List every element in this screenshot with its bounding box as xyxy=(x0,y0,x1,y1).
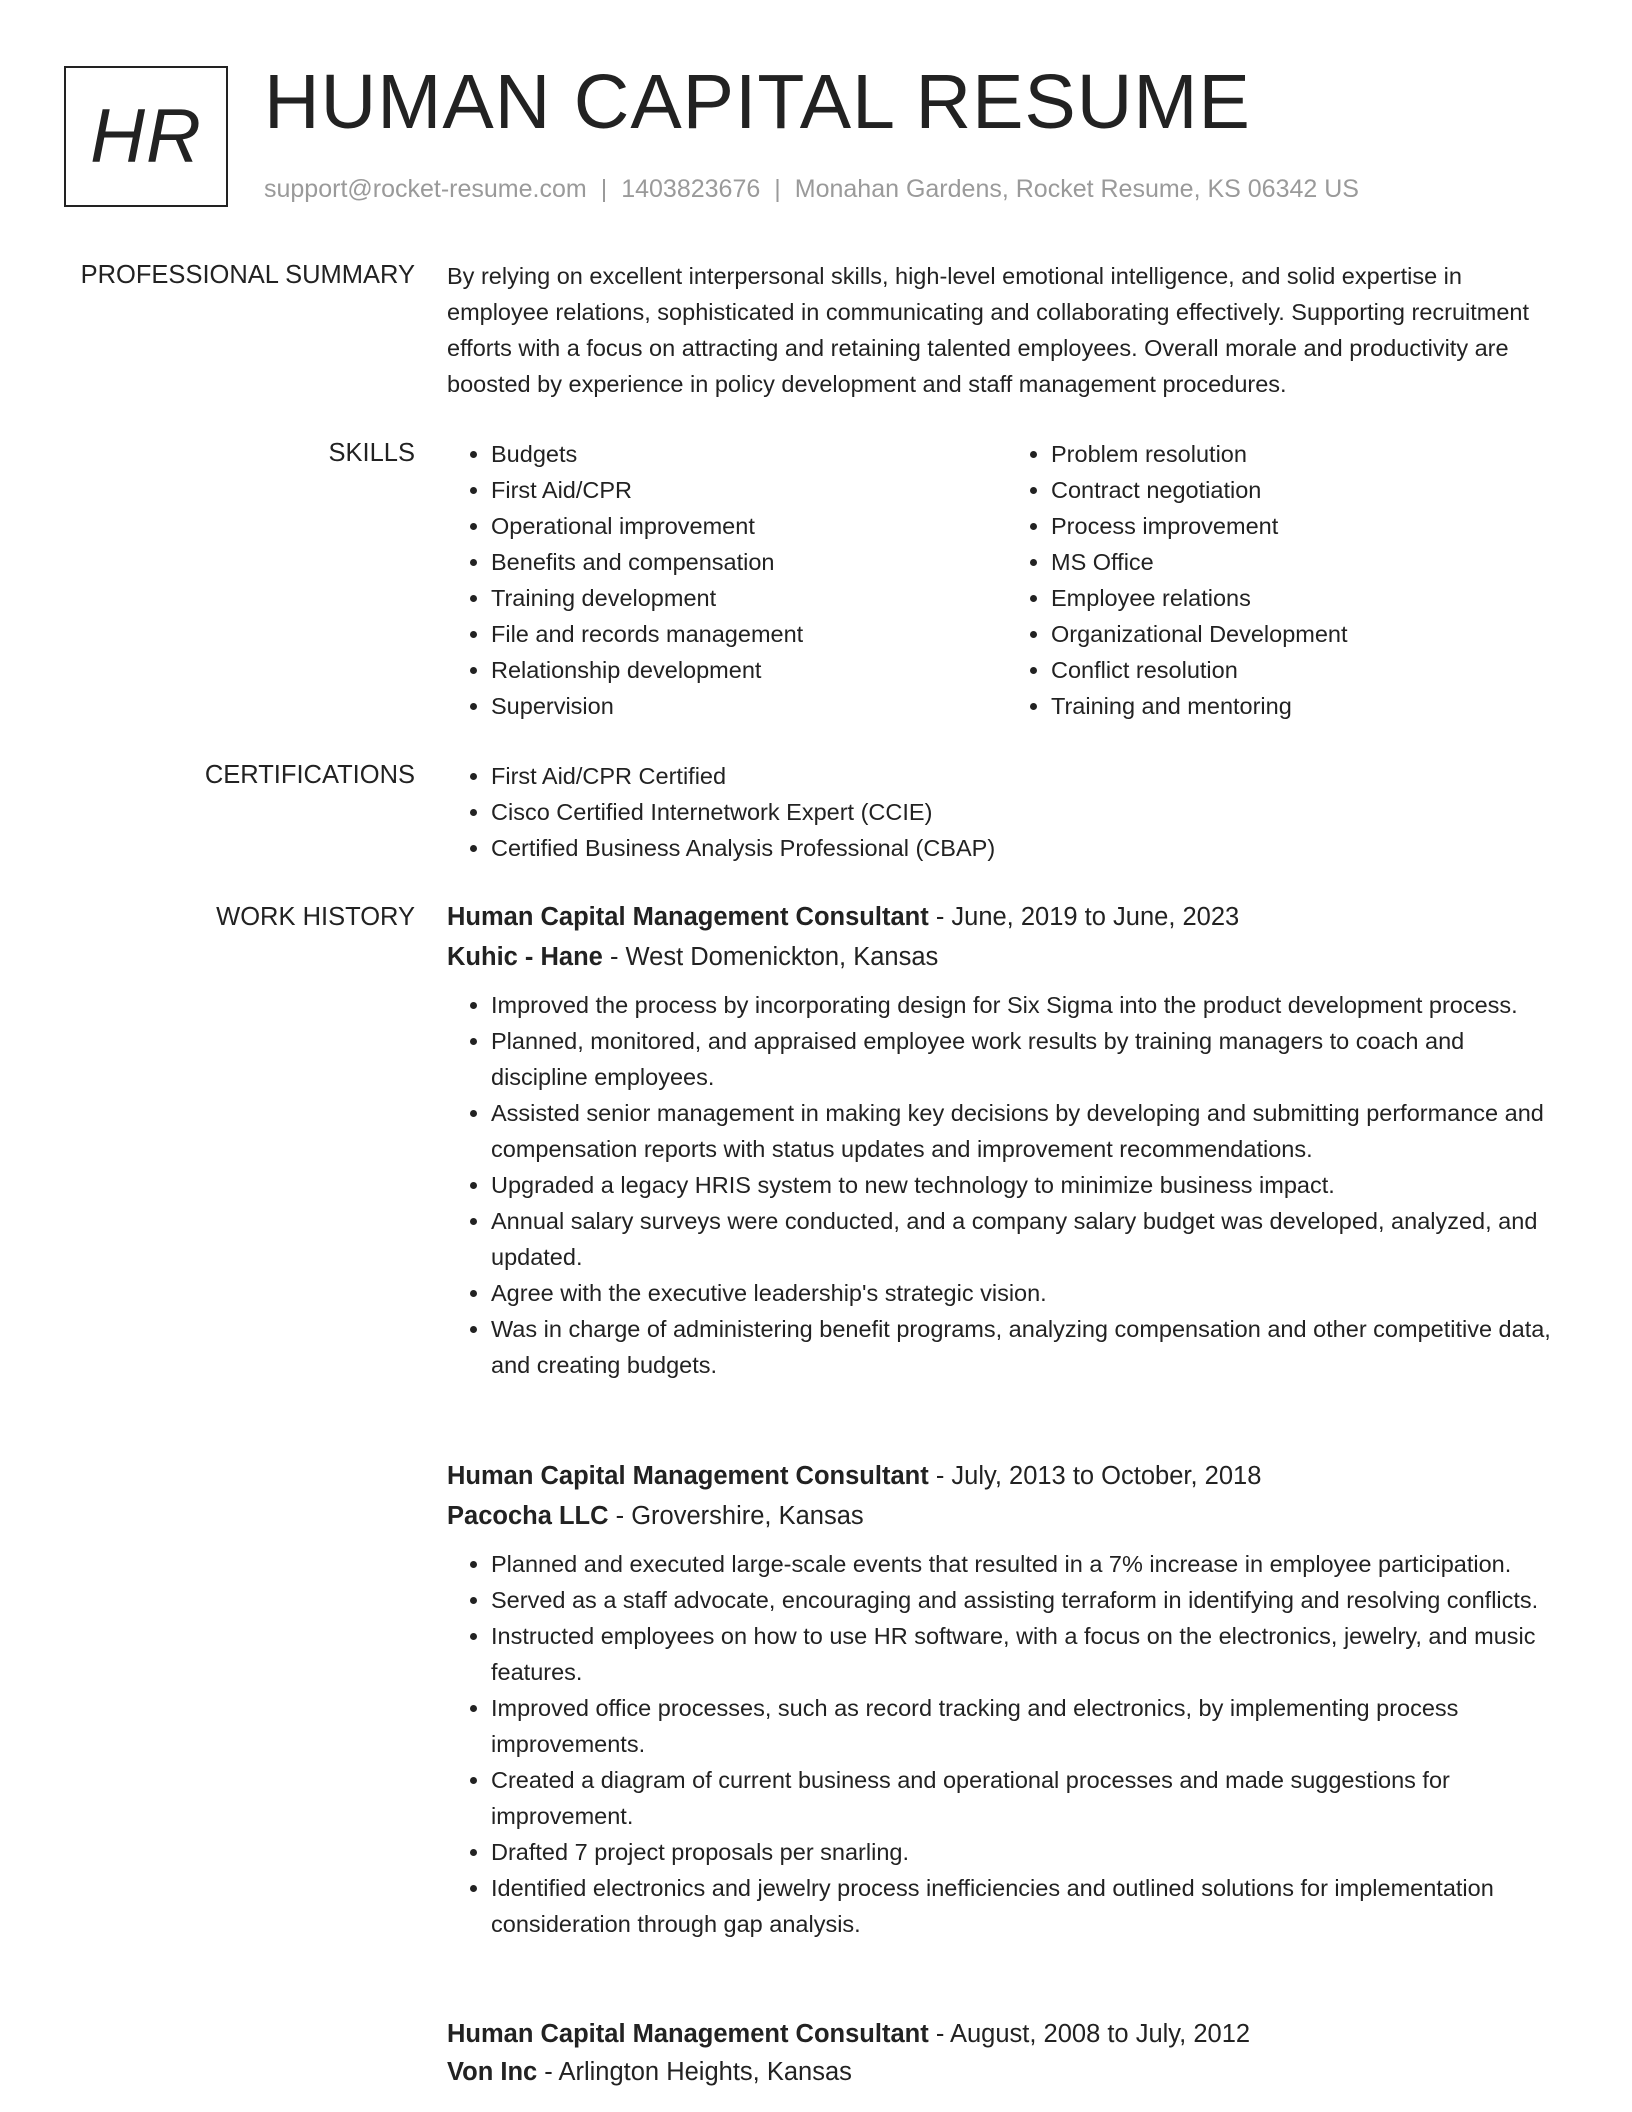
skill-item: • Relationship development xyxy=(491,652,1007,688)
contact-separator: | xyxy=(774,175,781,203)
job-location: - Arlington Heights, Kansas xyxy=(544,2058,852,2086)
job-location: - Grovershire, Kansas xyxy=(615,1502,864,1530)
monogram-logo: HR xyxy=(64,66,228,207)
skill-item: • Budgets xyxy=(491,436,1007,472)
skill-item: • Benefits and compensation xyxy=(491,544,1007,580)
skill-item: • Problem resolution xyxy=(1051,436,1567,472)
skill-item: • Operational improvement xyxy=(491,508,1007,544)
job-bullet: • Upgraded a legacy HRIS system to new technology to minimize business impact. xyxy=(491,1167,1567,1203)
section-label-summary: PROFESSIONAL SUMMARY xyxy=(80,261,415,289)
skill-item: • Conflict resolution xyxy=(1051,652,1567,688)
skill-item: • Training development xyxy=(491,580,1007,616)
section-label-certifications: CERTIFICATIONS xyxy=(204,761,415,789)
skill-item: • Contract negotiation xyxy=(1051,472,1567,508)
contact-line xyxy=(264,175,1359,204)
job-title: Human Capital Management Consultant xyxy=(447,903,929,931)
job-company-line xyxy=(447,937,1567,977)
job-bullet: • Instructed employees on how to use HR software, with a focus on the electronics, jewelry, and music features. xyxy=(491,1618,1567,1690)
job-title: Human Capital Management Consultant xyxy=(447,2020,929,2048)
job-dates: - July, 2013 to October, 2018 xyxy=(935,1462,1262,1490)
job-dates: - August, 2008 to July, 2012 xyxy=(935,2020,1251,2048)
job-bullets xyxy=(447,987,1567,1383)
skill-item: • MS Office xyxy=(1051,544,1567,580)
job-bullets xyxy=(447,1546,1567,1942)
job-bullet: • Drafted 7 project proposals per snarling. xyxy=(491,1834,1567,1870)
job-bullet: • Improved office processes, such as record tracking and electronics, by implementing process improvements. xyxy=(491,1690,1567,1762)
section-label-skills: SKILLS xyxy=(328,439,415,467)
certification-item: • Cisco Certified Internetwork Expert (CCIE) xyxy=(491,794,1567,830)
certification-item: • First Aid/CPR Certified xyxy=(491,758,1567,794)
job-company-line xyxy=(447,2054,1567,2090)
job-bullet: • Served as a staff advocate, encouraging and assisting terraform in identifying and resolving conflicts. xyxy=(491,1582,1567,1618)
job-company: Von Inc xyxy=(447,2058,538,2086)
job-company: Pacocha LLC xyxy=(447,1502,609,1530)
skill-item: • First Aid/CPR xyxy=(491,472,1007,508)
job-title-line xyxy=(447,2014,1567,2054)
skill-item: • Process improvement xyxy=(1051,508,1567,544)
job-bullet: • Annual salary surveys were conducted, and a company salary budget was developed, analyzed, and updated. xyxy=(491,1203,1567,1275)
email-link[interactable]: support@rocket-resume.com xyxy=(264,175,587,203)
job-company: Kuhic - Hane xyxy=(447,943,603,971)
job-bullet: • Planned and executed large-scale events that resulted in a 7% increase in employee participation. xyxy=(491,1546,1567,1582)
skills-list-right xyxy=(1007,436,1567,724)
job-bullet: • Planned, monitored, and appraised employee work results by training managers to coach and discipline employees. xyxy=(491,1023,1567,1095)
phone-number: 1403823676 xyxy=(621,175,761,203)
job-title: Human Capital Management Consultant xyxy=(447,1462,929,1490)
job-dates: - June, 2019 to June, 2023 xyxy=(935,903,1240,931)
job-company-line xyxy=(447,1496,1567,1536)
contact-separator: | xyxy=(600,175,608,203)
job-bullet: • Was in charge of administering benefit programs, analyzing compensation and other competitive data, and creating budgets. xyxy=(491,1311,1567,1383)
skills-list-left xyxy=(447,436,1007,724)
address: Monahan Gardens, Rocket Resume, KS 06342 US xyxy=(794,175,1359,203)
job-bullet: • Agree with the executive leadership's strategic vision. xyxy=(491,1275,1567,1311)
skill-item: • Supervision xyxy=(491,688,1007,724)
skill-item: • File and records management xyxy=(491,616,1007,652)
job-bullet: • Created a diagram of current business and operational processes and made suggestions for improvement. xyxy=(491,1762,1567,1834)
job-title-line xyxy=(447,897,1567,937)
job-bullet: • Improved the process by incorporating design for Six Sigma into the product development process. xyxy=(491,987,1567,1023)
job-location: - West Domenickton, Kansas xyxy=(609,943,939,971)
job-title-line xyxy=(447,1456,1567,1496)
section-label-work-history: WORK HISTORY xyxy=(216,903,415,931)
certifications-list xyxy=(447,758,1567,866)
resume-title: HUMAN CAPITAL RESUME xyxy=(264,59,1251,145)
skill-item: • Organizational Development xyxy=(1051,616,1567,652)
job-bullet: • Identified electronics and jewelry process inefficiencies and outlined solutions for implementation consideration through gap analysis. xyxy=(491,1870,1567,1942)
certification-item: • Certified Business Analysis Professional (CBAP) xyxy=(491,830,1567,866)
job-bullet: • Assisted senior management in making key decisions by developing and submitting performance and compensation reports with status updates and improvement recommendations. xyxy=(491,1095,1567,1167)
summary-text: By relying on excellent interpersonal skills, high-level emotional intelligence, and solid expertise in employee relations, sophisticated in communicating and collaborating effectively. Supporting recruitment efforts with a focus on attracting and retaining talented employees. Overall morale and productivity are boosted by experience in policy development and staff management procedures. xyxy=(447,263,1530,397)
skill-item: • Employee relations xyxy=(1051,580,1567,616)
skill-item: • Training and mentoring xyxy=(1051,688,1567,724)
